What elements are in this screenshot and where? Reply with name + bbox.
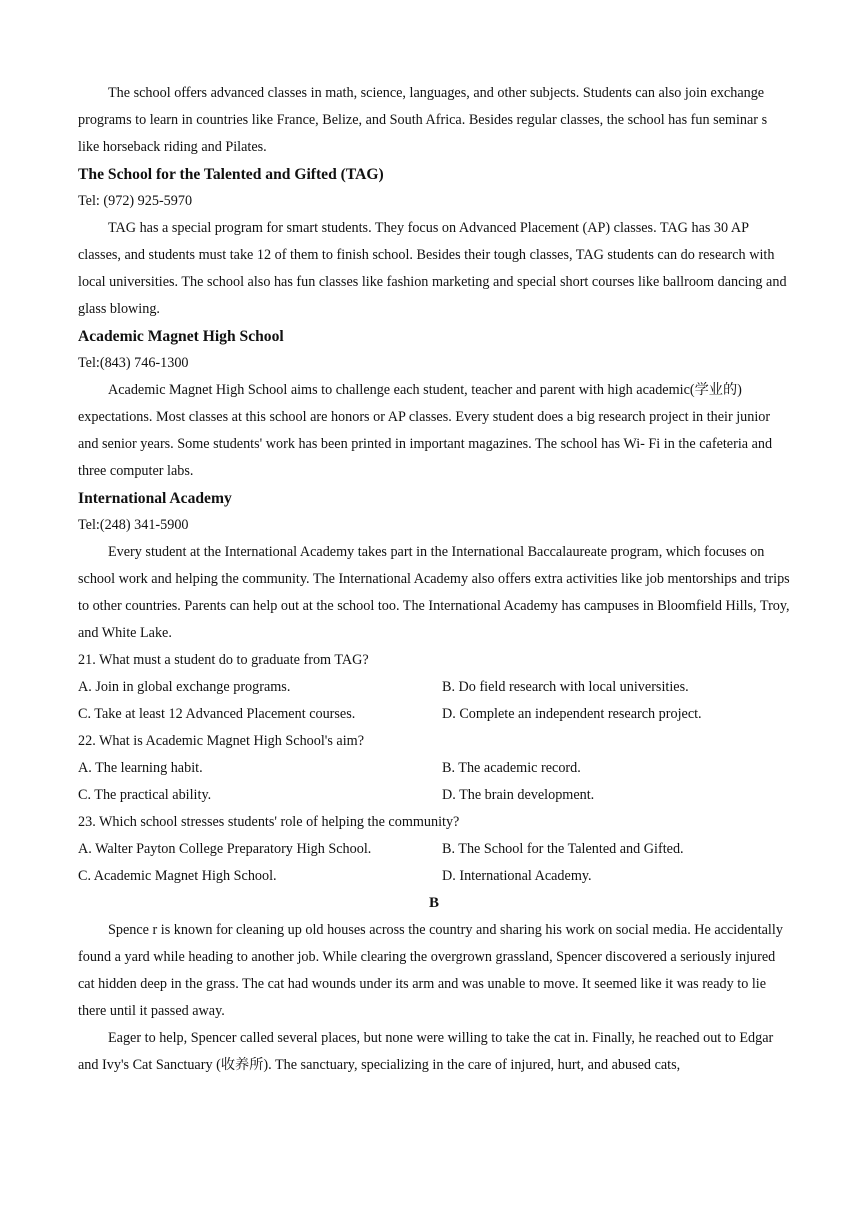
paragraph-b-2: Eager to help, Spencer called several places, but none were willing to take the cat in. Finally, he reached out to Edgar and Ivy's Cat Sanctuary (收养所). The sanctuary, specializing in the care of injured, hurt, and abused cats, — [78, 1030, 774, 1073]
option-d: D. The brain development. — [442, 787, 595, 803]
option-b: B. Do field research with local universities. — [442, 679, 689, 695]
paragraph-academic-magnet: Academic Magnet High School aims to challenge each student, teacher and parent with high academic(学业的) expectations. Most classes at this school are honors or AP classes. Every student does a big research project in their junior and senior years. Some students' work has been printed in important magazines. The school has Wi- Fi in the cafeteria and three computer labs. — [78, 382, 773, 479]
tel-international-academy: Tel:(248) 341-5900 — [78, 517, 189, 533]
paragraph-b-1: Spence r is known for cleaning up old houses across the country and sharing his work on social media. He accidentally found a yard while heading to another job. While clearing the overgrown grassland, Spencer discovered a seriously injured cat hidden deep in the grass. The cat had wounds under its arm and was unable to move. It seemed like it was ready to lie there until it passed away. — [78, 922, 783, 1019]
heading-tag: The School for the Talented and Gifted (TAG) — [78, 166, 384, 183]
option-d: D. International Academy. — [442, 868, 592, 884]
option-b: B. The School for the Talented and Gifted. — [442, 841, 684, 857]
option-a: A. Walter Payton College Preparatory High School. — [78, 841, 372, 857]
options-row — [78, 701, 790, 728]
options-row — [78, 674, 790, 701]
question-21: 21. What must a student do to graduate from TAG? — [78, 652, 369, 668]
option-c: C. Take at least 12 Advanced Placement courses. — [78, 706, 356, 722]
options-row — [78, 755, 790, 782]
paragraph-international-academy: Every student at the International Academy takes part in the International Baccalaureate program, which focuses on school work and helping the community. The International Academy also offers extra activities like job mentorships and trips to other countries. Parents can help out at the school too. The International Academy has campuses in Bloomfield Hills, Troy, and White Lake. — [78, 544, 790, 641]
options-row — [78, 836, 790, 863]
heading-international-academy: International Academy — [78, 490, 232, 507]
options-row — [78, 863, 790, 890]
option-a: A. Join in global exchange programs. — [78, 679, 291, 695]
heading-academic-magnet: Academic Magnet High School — [78, 328, 284, 345]
option-c: C. Academic Magnet High School. — [78, 868, 277, 884]
tel-tag: Tel: (972) 925-5970 — [78, 193, 193, 209]
section-b-heading: B — [428, 895, 439, 911]
paragraph-wp-intro: The school offers advanced classes in math, science, languages, and other subjects. Students can also join exchange programs to learn in countries like France, Belize, and South Africa. Besides regular classes, the school has fun seminar s like horseback riding and Pilates. — [78, 85, 768, 155]
option-d: D. Complete an independent research project. — [442, 706, 702, 722]
question-22: 22. What is Academic Magnet High School's aim? — [78, 733, 364, 749]
paragraph-tag: TAG has a special program for smart students. They focus on Advanced Placement (AP) classes. TAG has 30 AP classes, and students must take 12 of them to finish school. Besides their tough classes, TAG students can do research with local universities. The school also has fun classes like fashion marketing and special short courses like ballroom dancing and glass blowing. — [78, 220, 787, 317]
option-c: C. The practical ability. — [78, 787, 212, 803]
document-page — [78, 80, 790, 1079]
option-b: B. The academic record. — [442, 760, 581, 776]
option-a: A. The learning habit. — [78, 760, 203, 776]
question-23: 23. Which school stresses students' role of helping the community? — [78, 814, 460, 830]
options-row — [78, 782, 790, 809]
tel-academic-magnet: Tel:(843) 746-1300 — [78, 355, 189, 371]
